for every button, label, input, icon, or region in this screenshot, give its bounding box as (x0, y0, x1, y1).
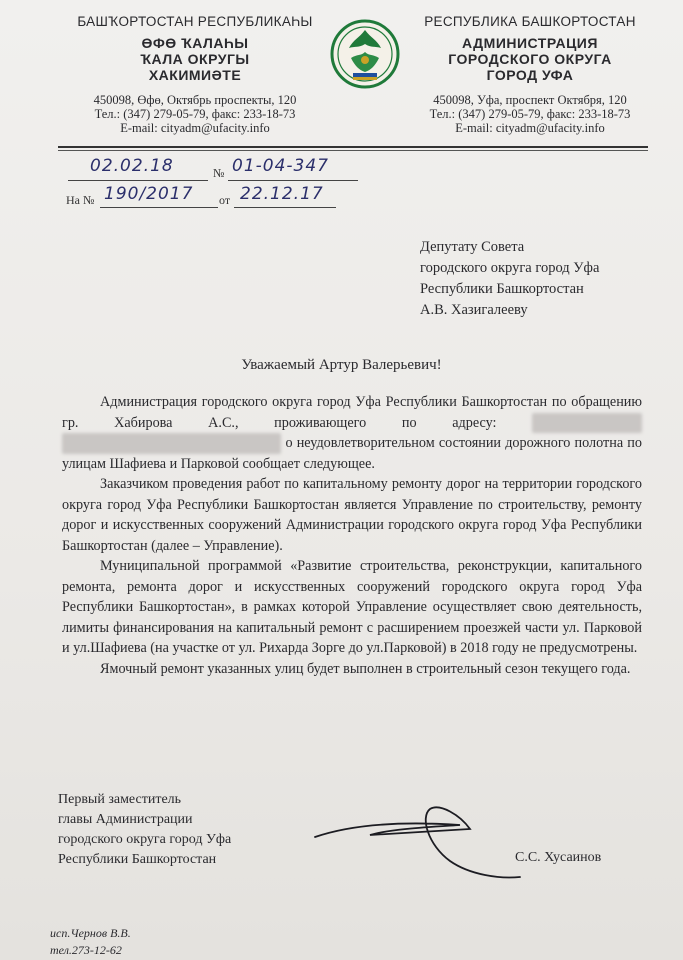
date-underline (68, 180, 208, 181)
header-left-address: 450098, Өфө, Октябрь проспекты, 120 (93, 93, 297, 107)
header-left-org-line: ӨФӨ ҠАЛАҺЫ (141, 35, 249, 51)
header-right-org-line: ГОРОДСКОГО ОКРУГА (448, 51, 612, 67)
ref-number-label: На № (66, 193, 95, 207)
header-left-republic: БАШҠОРТОСТАН РЕСПУБЛИКАҺЫ (77, 14, 313, 29)
recipient-block (420, 237, 599, 321)
recipient-line: городского округа город Уфа (420, 260, 600, 276)
header-left-email: E-mail: cityadm@ufacity.info (120, 121, 270, 135)
header-left-phone: Тел.: (347) 279-05-79, факс: 233-18-73 (94, 107, 296, 121)
header-right-phone: Тел.: (347) 279-05-79, факс: 233-18-73 (429, 107, 631, 121)
executor-block (50, 925, 131, 959)
bashkortostan-emblem-icon (329, 18, 401, 90)
header-right-email: E-mail: cityadm@ufacity.info (455, 121, 605, 135)
recipient-line: А.В. Хазигалееву (420, 302, 528, 318)
signer-name: С.С. Хусаинов (515, 850, 602, 865)
header-right-org (405, 35, 655, 83)
ref-date-underline (234, 207, 336, 208)
recipient-line: Депутату Совета (420, 239, 525, 255)
header-divider-thin (58, 150, 648, 151)
header-right (405, 14, 655, 135)
ref-date: 22.12.17 (240, 184, 324, 204)
header-left-org-line: ХАКИМИӘТЕ (148, 67, 242, 83)
position-line: главы Администрации (58, 812, 193, 827)
ref-number: 190/2017 (104, 184, 194, 204)
header-left (60, 14, 330, 135)
position-line: городского округа город Уфа (58, 832, 232, 847)
greeting: Уважаемый Артур Валерьевич! (241, 357, 442, 373)
outgoing-date: 02.02.18 (90, 156, 174, 176)
redacted-address (532, 413, 642, 434)
executor-phone: тел.273-12-62 (50, 943, 122, 957)
recipient-line: Республики Башкортостан (420, 281, 584, 297)
header-right-contacts (405, 93, 655, 135)
position-line: Республики Башкортостан (58, 852, 217, 867)
header-divider (58, 146, 648, 148)
redacted-address (62, 433, 281, 454)
letter-body (62, 392, 642, 679)
paragraph-1-end: о неудовлетворительном состоянии дорожного полотна по улицам Шафиева и Парковой сообщает следующее. (62, 435, 642, 472)
header-right-republic: РЕСПУБЛИКА БАШКОРТОСТАН (424, 14, 636, 29)
paragraph-2: Заказчиком проведения работ по капитальному ремонту дорог на территории городского округа город Уфа Республики Башкортостан является Управление по строительству, ремонту дорог и искусственных сооружений Администрации городского округа город Уфа Республики Башкортостан (далее – Управление). (62, 476, 642, 554)
header-right-org-line: АДМИНИСТРАЦИЯ (462, 35, 598, 51)
header-right-address: 450098, Уфа, проспект Октября, 120 (433, 93, 627, 107)
paragraph-4: Ямочный ремонт указанных улиц будет выполнен в строительный сезон текущего года. (100, 660, 631, 677)
number-underline (228, 180, 358, 181)
paragraph-3: Муниципальной программой «Развитие строительства, реконструкции, капитального ремонта, ремонта дорог и искусственных сооружений городского округа город Уфа Республики Башкортостан», в рамках которой Управление осуществляет свою деятельность, лимиты финансирования на капитальный ремонт с расширением проезжей части ул. Парковой и ул.Шафиева (на участке от ул. Рихарда Зорге до ул.Парковой) в 2018 году не предусмотрены. (62, 558, 642, 656)
header-right-org-line: ГОРОД УФА (486, 67, 574, 83)
signatory-position (58, 790, 231, 870)
header-left-org-line: ҠАЛА ОКРУГЫ (140, 51, 250, 67)
header-left-contacts (60, 93, 330, 135)
outgoing-number: 01-04-347 (232, 156, 329, 176)
number-label: № (213, 166, 225, 180)
paragraph-1-start: Администрация городского округа город Уфа Республики Башкортостан по обращению гр. Хабирова А.С., проживающего по адресу: (62, 394, 642, 431)
handwritten-signature (310, 795, 525, 885)
paragraph-1 (62, 392, 642, 474)
position-line: Первый заместитель (58, 792, 182, 807)
ref-number-underline (100, 207, 218, 208)
executor-name: исп.Чернов В.В. (50, 926, 131, 940)
header-left-org (60, 35, 330, 83)
ref-from-label: от (219, 193, 231, 207)
